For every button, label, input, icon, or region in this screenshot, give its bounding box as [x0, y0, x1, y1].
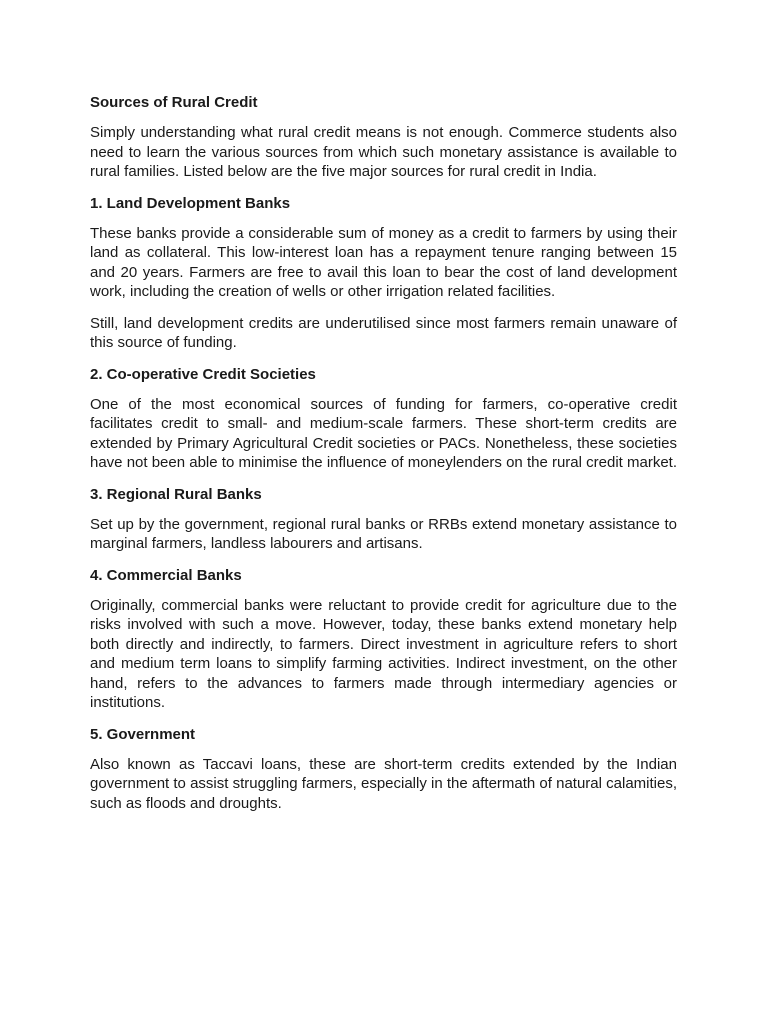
intro-paragraph: Simply understanding what rural credit means is not enough. Commerce students also need to learn the various sources from which such monetary assistance is available to rural families. Listed below are the five major sources for rural credit in India.: [90, 124, 677, 180]
document-page: [90, 93, 677, 825]
section-paragraph: These banks provide a considerable sum of money as a credit to farmers by using their land as collateral. This low-interest loan has a repayment tenure ranging between 15 and 20 years. Farmers are free to avail this loan to bear the cost of land development work, including the creation of wells or other irrigation related facilities.: [90, 224, 677, 300]
section-heading-government: 5. Government: [90, 725, 196, 743]
section-heading-cooperative-credit-societies: 2. Co-operative Credit Societies: [90, 365, 316, 383]
document-title: Sources of Rural Credit: [90, 94, 258, 111]
section-paragraph: Originally, commercial banks were reluctant to provide credit for agriculture due to the risks involved with such a move. However, today, these banks extend monetary help both directly and indirectly, to farmers. Direct investment in agriculture refers to short and medium term loans to simplify farming activities. Indirect investment, on the other hand, refers to the advances to farmers made through intermediary agencies or institutions.: [90, 596, 677, 711]
section-paragraph: One of the most economical sources of funding for farmers, co-operative credit facilitates credit to small- and medium-scale farmers. These short-term credits are extended by Primary Agricultural Credit societies or PACs. Nonetheless, these societies have not been able to minimise the influence of moneylenders on the rural credit market.: [90, 395, 677, 471]
section-heading-commercial-banks: 4. Commercial Banks: [90, 566, 242, 584]
section-paragraph: Still, land development credits are underutilised since most farmers remain unaware of this source of funding.: [90, 314, 677, 351]
section-heading-land-development-banks: 1. Land Development Banks: [90, 194, 291, 212]
section-paragraph: Also known as Taccavi loans, these are short-term credits extended by the Indian government to assist struggling farmers, especially in the aftermath of natural calamities, such as floods and droughts.: [90, 755, 677, 812]
section-heading-regional-rural-banks: 3. Regional Rural Banks: [90, 485, 262, 503]
section-paragraph: Set up by the government, regional rural banks or RRBs extend monetary assistance to marginal farmers, landless labourers and artisans.: [90, 515, 677, 552]
